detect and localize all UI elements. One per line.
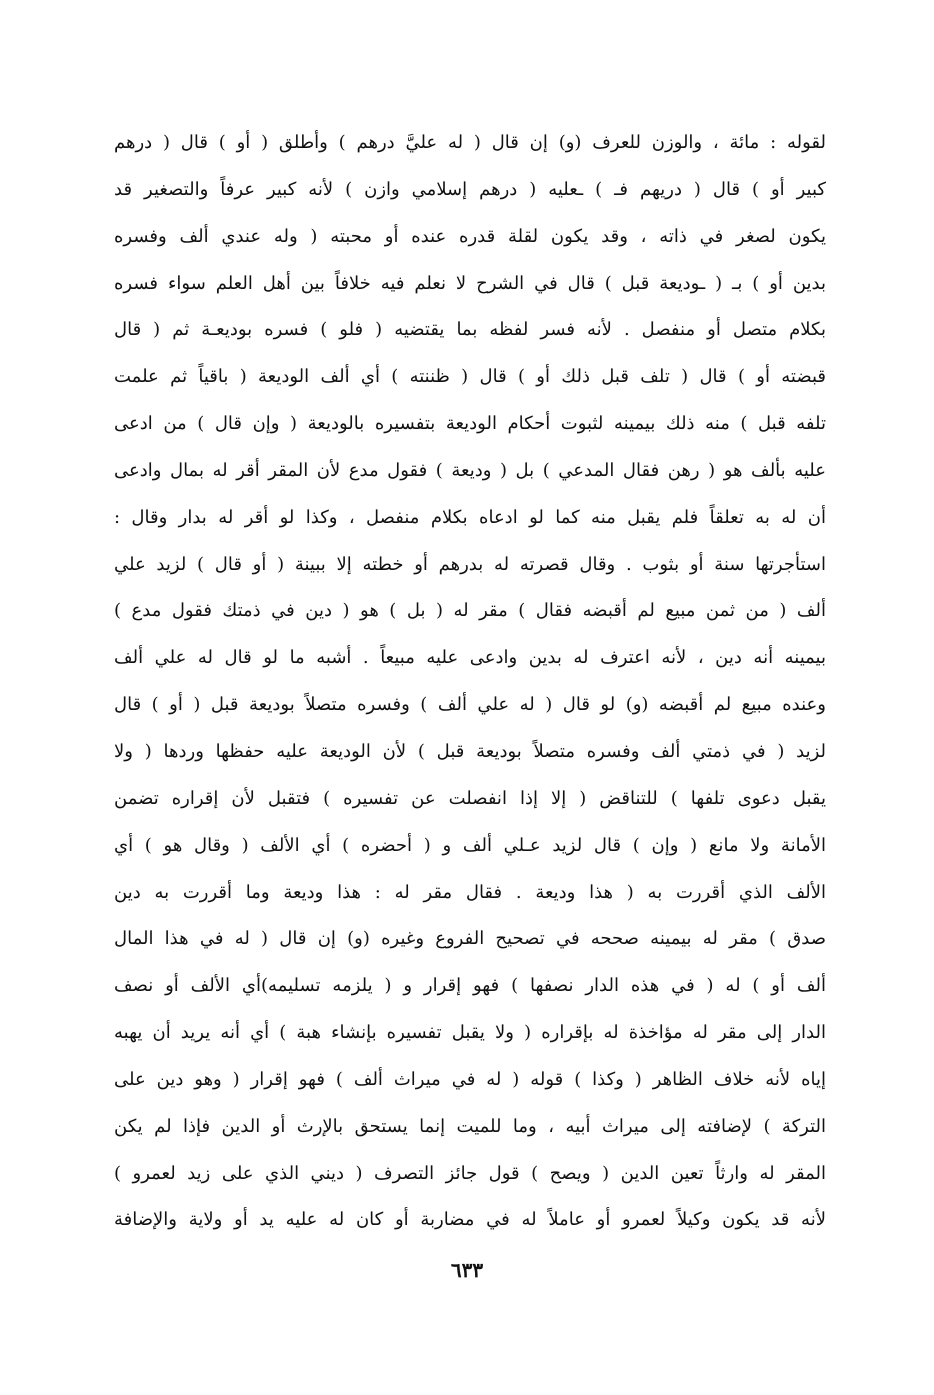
text-line: المقر له وارثاً تعين الدين ( ويصح ) قول جائز التصرف ( ديني الذي على زيد لعمرو ) — [114, 1162, 826, 1184]
text-line: كبير أو ) قال ( دريهم فـ ) ـعليه ( درهم إسلامي وازن ) لأنه كبير عرفاً والتصغير قد — [114, 178, 826, 200]
text-line: التركة ) لإضافته إلى ميراث أبيه ، وما للميت إنما يستحق بالإرث أو الدين فإذا لم يكن — [114, 1115, 826, 1137]
text-line: استأجرتها سنة أو بثوب . وقال قصرته له بدرهم أو خطته إلا ببينة ( أو قال ) لزيد علي — [114, 553, 826, 575]
text-line: ألف ( من ثمن مبيع لم أقبضه فقال ) مقر له ( بل ) هو ( دين في ذمتك فقول مدع ) — [114, 600, 826, 622]
text-line: يكون لصغر في ذاته ، وقد يكون لقلة قدره عنده أو محبته ( وله عندي ألف وفسره — [114, 225, 826, 247]
text-line: عليه بألف هو ( رهن فقال المدعي ) بل ( وديعة ) فقول مدع لأن المقر أقر له بمال وادعى — [114, 459, 826, 481]
body-text — [114, 120, 826, 1244]
text-line: لزيد ( في ذمتي ألف وفسره متصلاً بوديعة قبل ) لأن الوديعة عليه حفظها وردها ( ولا — [114, 740, 826, 762]
text-line: يقبل دعوى تلفها ) للتناقض ( إلا إذا انفصلت عن تفسيره ) فتقبل لأن إقراره تضمن — [114, 787, 826, 809]
text-line: إياه لأنه خلاف الظاهر ( وكذا ) قوله ( له في ميراث ألف ) فهو إقرار ( وهو دين على — [114, 1068, 826, 1090]
text-line: قبضته أو ) قال ( تلف قبل ذلك أو ) قال ( ظننته ) أي ألف الوديعة ( باقياً ثم علمت — [114, 366, 826, 388]
text-line: لقوله : مائة ، والوزن للعرف (و) إن قال ( له عليَّ درهم ) وأطلق ( أو ) قال ( درهم — [114, 132, 826, 153]
text-line: أن له به تعلقاً فلم يقبل منه كما لو ادعاه بكلام منفصل ، وكذا لو أقر له بدار وقال : — [114, 506, 826, 528]
page-number: ٦٣٣ — [450, 1258, 484, 1282]
text-line: تلفه قبل ) منه ذلك بيمينه لثبوت أحكام الوديعة بتفسيره بالوديعة ( وإن قال ) من ادعى — [114, 413, 826, 435]
text-line: بيمينه أنه دين ، لأنه اعترف له بدين وادعى عليه مبيعاً . أشبه ما لو قال له علي ألف — [114, 647, 826, 669]
text-line: الألف الذي أقررت به ( هذا وديعة . فقال مقر له : هذا وديعة وما أقررت به دين — [114, 881, 826, 903]
text-line: بدين أو ) بـ ( ـوديعة قبل ) قال في الشرح لا نعلم فيه خلافاً بين أهل العلم سواء فسره — [114, 272, 826, 294]
text-line: وعنده مبيع لم أقبضه (و) لو قال ( له علي ألف ) وفسره متصلاً بوديعة قبل ( أو ) قال — [114, 694, 826, 716]
text-line: صدق ) مقر له بيمينه صححه في تصحيح الفروع وغيره (و) إن قال ( له في هذا المال — [114, 928, 826, 950]
text-line: بكلام متصل أو منفصل . لأنه فسر لفظه بما يقتضيه ( فلو ) فسره بوديعـة ثم ( قال — [114, 319, 826, 341]
text-line: الأمانة ولا مانع ( وإن ) قال لزيد عـلي ألف و ( أحضره ) أي الألف ( وقال هو ) أي — [114, 834, 826, 856]
text-line: الدار إلى مقر له مؤاخذة له بإقراره ( ولا يقبل تفسيره بإنشاء هبة ) أي أنه يريد أن يهبه — [114, 1022, 826, 1044]
text-line: ألف أو ) له ( في هذه الدار نصفها ) فهو إقرار و ( يلزمه تسليمه)أي الألف أو نصف — [114, 975, 826, 997]
text-line: لأنه قد يكون وكيلاً لعمرو أو عاملاً له في مضاربة أو كان له عليه يد أو ولاية والإضافة — [114, 1209, 826, 1231]
